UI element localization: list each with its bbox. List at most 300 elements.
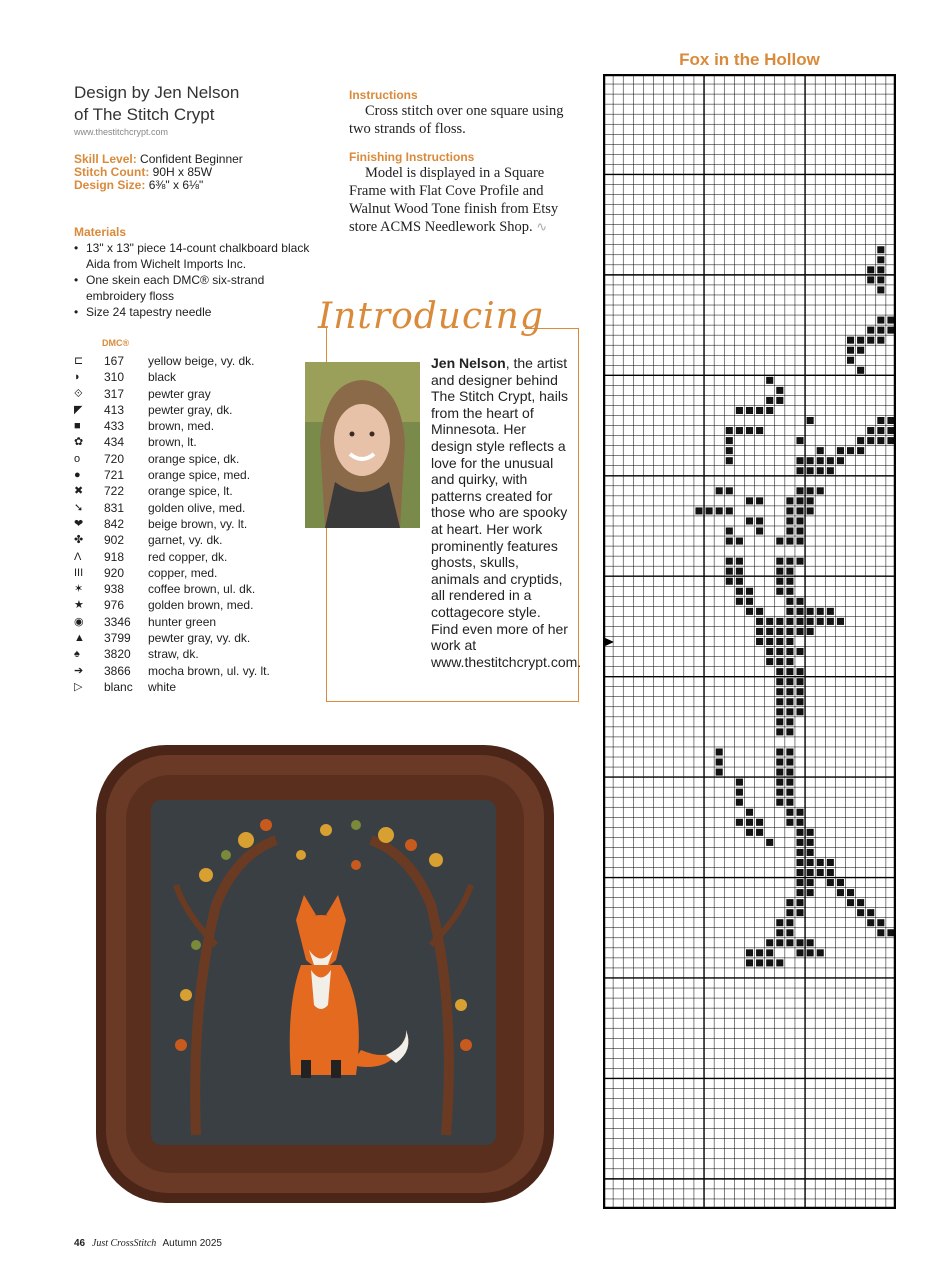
chart-stitch-cell xyxy=(716,759,723,766)
chart-stitch-cell xyxy=(716,487,723,494)
dmc-row xyxy=(74,353,334,369)
chart-stitch-cell xyxy=(796,849,803,856)
chart-stitch-cell xyxy=(857,337,864,344)
chart-stitch-cell xyxy=(796,809,803,816)
chart-stitch-cell xyxy=(776,789,783,796)
chart-stitch-cell xyxy=(746,949,753,956)
chart-stitch-cell xyxy=(776,658,783,665)
chart-stitch-cell xyxy=(766,959,773,966)
chart-stitch-cell xyxy=(796,608,803,615)
chart-stitch-cell xyxy=(807,829,814,836)
chart-stitch-cell xyxy=(726,437,733,444)
chart-stitch-cell xyxy=(756,407,763,414)
materials-item: • Size 24 tapestry needle xyxy=(74,304,324,320)
chart-stitch-cell xyxy=(736,407,743,414)
materials-item: • One skein each DMC® six-strand embroidery floss xyxy=(74,272,324,304)
dmc-symbol: ▷ xyxy=(74,680,83,693)
chart-stitch-cell xyxy=(887,417,894,424)
chart-stitch-cell xyxy=(786,929,793,936)
chart-stitch-cell xyxy=(847,357,854,364)
page-number: 46 xyxy=(74,1238,86,1249)
chart-stitch-cell xyxy=(796,819,803,826)
chart-stitch-cell xyxy=(726,578,733,585)
materials-list xyxy=(74,240,324,320)
dmc-rows xyxy=(74,353,334,695)
chart-stitch-cell xyxy=(756,497,763,504)
chart-stitch-cell xyxy=(786,598,793,605)
chart-stitch-cell xyxy=(796,457,803,464)
chart-stitch-cell xyxy=(857,899,864,906)
chart-stitch-cell xyxy=(796,668,803,675)
dmc-row xyxy=(74,549,334,565)
dmc-number: 433 xyxy=(104,419,125,434)
chart-stitch-cell xyxy=(766,949,773,956)
chart-stitch-cell xyxy=(817,467,824,474)
dmc-symbol: ◗ xyxy=(74,371,81,384)
chart-stitch-cell xyxy=(786,527,793,534)
chart-stitch-cell xyxy=(796,437,803,444)
chart-stitch-cell xyxy=(796,859,803,866)
chart-stitch-cell xyxy=(776,748,783,755)
chart-stitch-cell xyxy=(867,276,874,283)
materials-heading: Materials xyxy=(74,225,127,239)
chart-stitch-cell xyxy=(736,819,743,826)
chart-stitch-cell xyxy=(726,427,733,434)
chart-stitch-cell xyxy=(776,769,783,776)
dmc-row xyxy=(74,500,334,516)
chart-stitch-cell xyxy=(786,819,793,826)
dmc-description: golden olive, med. xyxy=(148,500,246,515)
chart-stitch-cell xyxy=(756,618,763,625)
chart-stitch-cell xyxy=(796,527,803,534)
dmc-row xyxy=(74,630,334,646)
chart-stitch-cell xyxy=(786,809,793,816)
dmc-description: red copper, dk. xyxy=(148,549,228,564)
dmc-number: 434 xyxy=(104,435,125,450)
chart-stitch-cell xyxy=(847,447,854,454)
chart-stitch-cell xyxy=(867,266,874,273)
chart-stitch-cell xyxy=(756,517,763,524)
chart-stitch-cell xyxy=(807,628,814,635)
instructions-text: Cross stitch over one square using two strands of floss. xyxy=(349,103,564,137)
dmc-number: 3346 xyxy=(104,614,131,629)
dmc-description: brown, med. xyxy=(148,419,215,434)
dmc-symbol: ◉ xyxy=(74,615,84,628)
chart-stitch-cell xyxy=(786,568,793,575)
chart-stitch-cell xyxy=(807,457,814,464)
dmc-symbol: ➘ xyxy=(74,501,84,514)
chart-stitch-cell xyxy=(877,417,884,424)
dmc-number: 317 xyxy=(104,386,125,401)
chart-stitch-cell xyxy=(796,598,803,605)
dmc-symbol: ✖ xyxy=(74,485,84,498)
dmc-row xyxy=(74,467,334,483)
dmc-number: 831 xyxy=(104,500,125,515)
dmc-symbol: ◤ xyxy=(74,403,83,416)
dmc-description: orange spice, med. xyxy=(148,468,251,483)
chart-stitch-cell xyxy=(776,618,783,625)
chart-stitch-cell xyxy=(796,939,803,946)
chart-stitch-cell xyxy=(817,859,824,866)
center-arrow-icon xyxy=(603,637,614,647)
designer-line-2: of The Stitch Crypt xyxy=(74,105,215,124)
chart-stitch-cell xyxy=(877,286,884,293)
chart-grid xyxy=(603,74,896,1209)
chart-stitch-cell xyxy=(746,407,753,414)
chart-stitch-cell xyxy=(807,949,814,956)
chart-stitch-cell xyxy=(847,899,854,906)
chart-stitch-cell xyxy=(756,819,763,826)
chart-stitch-cell xyxy=(877,266,884,273)
chart-stitch-cell xyxy=(877,317,884,324)
chart-stitch-cell xyxy=(786,538,793,545)
dmc-symbol: ▲ xyxy=(74,632,85,645)
dmc-number: 722 xyxy=(104,484,125,499)
dmc-symbol: Λ xyxy=(74,550,82,563)
chart-stitch-cell xyxy=(766,839,773,846)
dmc-description: brown, lt. xyxy=(148,435,197,450)
dmc-symbol: ➔ xyxy=(74,664,84,677)
chart-stitch-cell xyxy=(736,588,743,595)
chart-stitch-cell xyxy=(726,447,733,454)
chart-stitch-cell xyxy=(837,457,844,464)
chart-stitch-cell xyxy=(817,487,824,494)
dmc-symbol: ✤ xyxy=(74,534,84,547)
chart-stitch-cell xyxy=(776,728,783,735)
dmc-row xyxy=(74,483,334,499)
chart-stitch-cell xyxy=(796,839,803,846)
chart-stitch-cell xyxy=(807,859,814,866)
chart-stitch-cell xyxy=(847,889,854,896)
chart-stitch-cell xyxy=(756,829,763,836)
chart-stitch-cell xyxy=(746,497,753,504)
skill-value: Confident Beginner xyxy=(140,152,243,166)
chart-stitch-cell xyxy=(786,497,793,504)
chart-stitch-cell xyxy=(776,708,783,715)
chart-stitch-cell xyxy=(796,628,803,635)
chart-stitch-cell xyxy=(796,909,803,916)
dmc-number: 902 xyxy=(104,533,125,548)
chart-stitch-cell xyxy=(746,517,753,524)
chart-stitch-cell xyxy=(726,568,733,575)
chart-stitch-cell xyxy=(837,447,844,454)
chart-stitch-cell xyxy=(776,718,783,725)
materials-item: • 13" x 13" piece 14-count chalkboard black Aida from Wichelt Imports Inc. xyxy=(74,240,324,272)
dmc-description: pewter gray, vy. dk. xyxy=(148,631,251,646)
chart-stitch-cell xyxy=(766,658,773,665)
chart-stitch-cell xyxy=(857,909,864,916)
chart-stitch-cell xyxy=(736,427,743,434)
chart-stitch-cell xyxy=(887,437,894,444)
chart-stitch-cell xyxy=(786,698,793,705)
chart-stitch-cell xyxy=(786,899,793,906)
chart-stitch-cell xyxy=(796,829,803,836)
swirl-icon: ∿ xyxy=(536,219,548,234)
pattern-specs xyxy=(74,153,324,192)
chart-stitch-cell xyxy=(796,517,803,524)
dmc-description: orange spice, lt. xyxy=(148,484,233,499)
dmc-number: 918 xyxy=(104,549,125,564)
chart-stitch-cell xyxy=(766,628,773,635)
chart-stitch-cell xyxy=(867,337,874,344)
chart-stitch-cell xyxy=(776,939,783,946)
finishing-text xyxy=(349,164,569,236)
chart-stitch-cell xyxy=(877,327,884,334)
dmc-number: 938 xyxy=(104,582,125,597)
chart-stitch-cell xyxy=(736,578,743,585)
chart-stitch-cell xyxy=(746,829,753,836)
chart-stitch-cell xyxy=(736,598,743,605)
issue-date: Autumn 2025 xyxy=(162,1238,222,1249)
chart-stitch-cell xyxy=(796,507,803,514)
dmc-row xyxy=(74,386,334,402)
chart-stitch-cell xyxy=(786,618,793,625)
chart-stitch-cell xyxy=(736,568,743,575)
dmc-description: white xyxy=(148,679,177,694)
chart-stitch-cell xyxy=(746,427,753,434)
chart-stitch-cell xyxy=(786,708,793,715)
chart-stitch-cell xyxy=(776,578,783,585)
dmc-symbol: ✶ xyxy=(74,583,84,596)
dmc-number: 720 xyxy=(104,451,125,466)
chart-stitch-cell xyxy=(786,628,793,635)
chart-stitch-cell xyxy=(807,889,814,896)
designer-url: www.thestitchcrypt.com xyxy=(74,127,169,137)
dmc-number: 3866 xyxy=(104,663,131,678)
chart-stitch-cell xyxy=(726,487,733,494)
dmc-number: 413 xyxy=(104,402,125,417)
chart-stitch-cell xyxy=(726,457,733,464)
chart-stitch-cell xyxy=(887,317,894,324)
chart-stitch-cell xyxy=(877,246,884,253)
chart-stitch-cell xyxy=(807,417,814,424)
finishing-text-body: Model is displayed in a Square Frame with Flat Cove Profile and Walnut Wood Tone finish from Etsy store ACMS Needlework Shop. xyxy=(349,165,559,235)
chart-stitch-cell xyxy=(756,949,763,956)
dmc-row xyxy=(74,679,334,695)
chart-stitch-cell xyxy=(756,527,763,534)
chart-stitch-cell xyxy=(867,437,874,444)
chart-stitch-cell xyxy=(786,517,793,524)
chart-stitch-cell xyxy=(756,427,763,434)
introducing-text xyxy=(351,355,582,670)
chart-stitch-cell xyxy=(786,919,793,926)
dmc-symbol: ★ xyxy=(74,599,84,612)
chart-stitch-cell xyxy=(817,949,824,956)
chart-stitch-cell xyxy=(827,879,834,886)
chart-stitch-cell xyxy=(786,578,793,585)
chart-stitch-cell xyxy=(786,507,793,514)
chart-stitch-cell xyxy=(877,427,884,434)
chart-stitch-cell xyxy=(736,799,743,806)
chart-stitch-cell xyxy=(786,909,793,916)
chart-stitch-cell xyxy=(867,427,874,434)
chart-stitch-cell xyxy=(746,608,753,615)
chart-stitch-cell xyxy=(796,558,803,565)
cross-stitch-chart xyxy=(603,74,896,1209)
chart-stitch-cell xyxy=(776,588,783,595)
chart-stitch-cell xyxy=(887,929,894,936)
designer-name: Jen Nelson xyxy=(431,355,506,371)
chart-stitch-cell xyxy=(746,588,753,595)
chart-stitch-cell xyxy=(736,558,743,565)
chart-stitch-cell xyxy=(827,467,834,474)
dmc-symbol: ⊏ xyxy=(74,355,84,367)
chart-stitch-cell xyxy=(776,929,783,936)
dmc-symbol: ♠ xyxy=(74,648,80,661)
chart-stitch-cell xyxy=(736,538,743,545)
dmc-symbol: ❤ xyxy=(74,517,84,530)
chart-stitch-cell xyxy=(827,608,834,615)
chart-stitch-cell xyxy=(776,779,783,786)
chart-stitch-cell xyxy=(877,929,884,936)
finishing-heading: Finishing Instructions xyxy=(349,150,475,164)
chart-stitch-cell xyxy=(756,959,763,966)
chart-stitch-cell xyxy=(827,869,834,876)
chart-stitch-cell xyxy=(746,598,753,605)
page-footer xyxy=(74,1238,222,1249)
chart-stitch-cell xyxy=(776,678,783,685)
chart-stitch-cell xyxy=(827,618,834,625)
magazine-name: Just CrossStitch xyxy=(91,1238,157,1249)
chart-stitch-cell xyxy=(786,638,793,645)
dmc-key xyxy=(74,338,334,695)
dmc-description: coffee brown, ul. dk. xyxy=(148,582,256,597)
chart-stitch-cell xyxy=(857,447,864,454)
chart-stitch-cell xyxy=(716,507,723,514)
dmc-description: beige brown, vy. lt. xyxy=(148,516,248,531)
chart-stitch-cell xyxy=(746,819,753,826)
chart-stitch-cell xyxy=(786,789,793,796)
chart-stitch-cell xyxy=(756,608,763,615)
chart-stitch-cell xyxy=(726,558,733,565)
chart-stitch-cell xyxy=(827,859,834,866)
chart-stitch-cell xyxy=(766,638,773,645)
chart-stitch-cell xyxy=(807,618,814,625)
dmc-symbol: o xyxy=(74,452,81,465)
chart-stitch-cell xyxy=(786,588,793,595)
dmc-symbol: ● xyxy=(74,469,81,482)
chart-stitch-cell xyxy=(756,628,763,635)
chart-stitch-cell xyxy=(796,949,803,956)
dmc-number: 310 xyxy=(104,370,125,385)
dmc-row xyxy=(74,532,334,548)
chart-stitch-cell xyxy=(766,618,773,625)
chart-stitch-cell xyxy=(837,889,844,896)
chart-stitch-cell xyxy=(877,276,884,283)
dmc-row xyxy=(74,614,334,630)
chart-stitch-cell xyxy=(786,748,793,755)
dmc-row xyxy=(74,597,334,613)
chart-stitch-cell xyxy=(786,728,793,735)
chart-stitch-cell xyxy=(837,618,844,625)
chart-stitch-cell xyxy=(796,899,803,906)
chart-stitch-cell xyxy=(786,678,793,685)
chart-stitch-cell xyxy=(796,618,803,625)
chart-stitch-cell xyxy=(726,538,733,545)
chart-stitch-cell xyxy=(887,427,894,434)
chart-stitch-cell xyxy=(776,397,783,404)
chart-stitch-cell xyxy=(807,839,814,846)
chart-stitch-cell xyxy=(807,608,814,615)
chart-stitch-cell xyxy=(786,779,793,786)
chart-stitch-cell xyxy=(776,799,783,806)
chart-stitch-cell xyxy=(766,377,773,384)
chart-stitch-cell xyxy=(736,789,743,796)
chart-stitch-cell xyxy=(817,618,824,625)
instructions-heading: Instructions xyxy=(349,88,418,102)
chart-stitch-cell xyxy=(695,507,702,514)
chart-stitch-cell xyxy=(847,347,854,354)
chart-stitch-cell xyxy=(776,558,783,565)
dmc-symbol: ✿ xyxy=(74,436,84,449)
introducing-title: Introducing xyxy=(318,296,544,337)
chart-stitch-cell xyxy=(857,437,864,444)
chart-stitch-cell xyxy=(776,648,783,655)
chart-stitch-cell xyxy=(776,387,783,394)
dmc-row xyxy=(74,402,334,418)
count-value: 90H x 85W xyxy=(152,165,213,179)
chart-stitch-cell xyxy=(776,628,783,635)
chart-stitch-cell xyxy=(716,769,723,776)
dmc-row xyxy=(74,434,334,450)
dmc-symbol: III xyxy=(74,566,84,579)
dmc-symbol: ■ xyxy=(74,420,81,433)
dmc-description: hunter green xyxy=(148,614,217,629)
dmc-symbol: ⟐ xyxy=(74,387,83,400)
dmc-row xyxy=(74,581,334,597)
chart-stitch-cell xyxy=(786,688,793,695)
chart-stitch-cell xyxy=(817,608,824,615)
chart-stitch-cell xyxy=(776,538,783,545)
count-label: Stitch Count: xyxy=(74,165,150,179)
chart-stitch-cell xyxy=(746,959,753,966)
chart-stitch-cell xyxy=(786,668,793,675)
chart-stitch-cell xyxy=(877,919,884,926)
chart-stitch-cell xyxy=(776,638,783,645)
chart-stitch-cell xyxy=(796,688,803,695)
chart-stitch-cell xyxy=(786,759,793,766)
chart-stitch-cell xyxy=(807,869,814,876)
chart-stitch-cell xyxy=(796,678,803,685)
chart-stitch-cell xyxy=(807,467,814,474)
dmc-number: 920 xyxy=(104,565,125,580)
chart-stitch-cell xyxy=(867,909,874,916)
chart-stitch-cell xyxy=(786,648,793,655)
dmc-description: golden brown, med. xyxy=(148,598,254,613)
chart-stitch-cell xyxy=(766,939,773,946)
chart-stitch-cell xyxy=(746,809,753,816)
dmc-row xyxy=(74,369,334,385)
chart-stitch-cell xyxy=(726,507,733,514)
dmc-number: 3799 xyxy=(104,631,131,646)
chart-stitch-cell xyxy=(857,347,864,354)
chart-stitch-cell xyxy=(796,467,803,474)
chart-stitch-cell xyxy=(766,397,773,404)
chart-stitch-cell xyxy=(736,779,743,786)
chart-stitch-cell xyxy=(847,337,854,344)
designer-line-1: Design by Jen Nelson xyxy=(74,83,240,102)
chart-stitch-cell xyxy=(786,658,793,665)
chart-stitch-cell xyxy=(877,256,884,263)
chart-stitch-cell xyxy=(807,849,814,856)
dmc-description: garnet, vy. dk. xyxy=(148,533,223,548)
chart-stitch-cell xyxy=(817,869,824,876)
chart-stitch-cell xyxy=(786,799,793,806)
dmc-number: 842 xyxy=(104,516,125,531)
dmc-row xyxy=(74,646,334,662)
chart-stitch-cell xyxy=(756,638,763,645)
chart-stitch-cell xyxy=(796,708,803,715)
